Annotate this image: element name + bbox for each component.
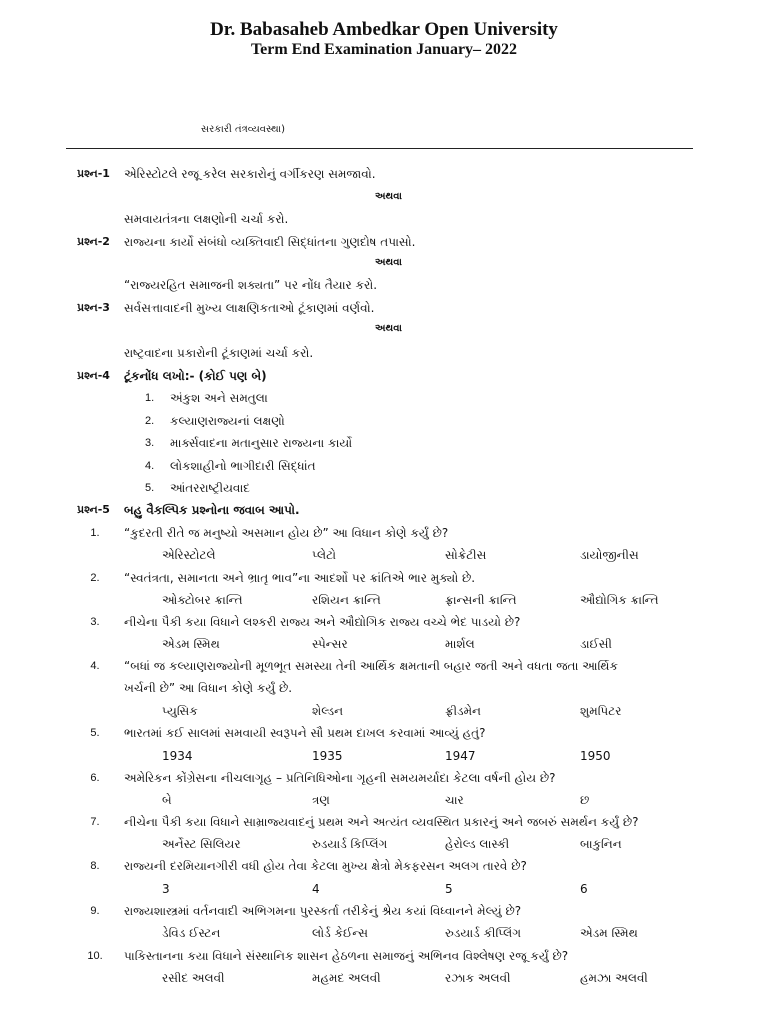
mcq-option-d: ઔદ્યોગિક ક્રાન્તિ bbox=[580, 593, 659, 607]
mcq-question: “બધાં જ કલ્યાણરાજ્યોની મૂળભૂત સમસ્યા તેની આર્થિક ક્ષમતાની બહાર જતી અને વધતા જતા આર્થિક bbox=[124, 659, 618, 673]
mcq-option-c: રુડયાર્ડ કીપ્લિંગ bbox=[445, 926, 522, 940]
mcq-option-b: શેલ્ડન bbox=[312, 704, 344, 718]
short-note-item: માર્ક્સવાદના મતાનુસાર રાજ્યના કાર્યો bbox=[170, 436, 353, 450]
mcq-option-b: સ્પેન્સર bbox=[312, 637, 348, 651]
mcq-option-b: પ્લેટો bbox=[312, 548, 337, 562]
mcq-option-d: શુમપિટર bbox=[580, 704, 622, 718]
mcq-option-a: રસીદ અલવી bbox=[162, 971, 225, 985]
mcq-option-a: 3 bbox=[162, 882, 170, 896]
mcq-option-c: સોક્રેટીસ bbox=[445, 548, 487, 562]
mcq-number: 1. bbox=[90, 527, 100, 539]
mcq-option-d: હમઝા અલવી bbox=[580, 971, 648, 985]
mcq-number: 8. bbox=[90, 860, 100, 872]
mcq-option-b: મહમદ અલવી bbox=[312, 971, 381, 985]
mcq-number: 4. bbox=[90, 660, 100, 672]
question-label-1: પ્રશ્ન-1 bbox=[77, 167, 110, 180]
mcq-option-d: એડમ સ્મિથ bbox=[580, 926, 638, 940]
mcq-option-a: અર્નેસ્ટ સિલિયર bbox=[162, 837, 241, 851]
question-text-2: રાજ્યના કાર્યો સંબંધો વ્યક્તિવાદી સિદ્ધાંતના ગુણદોષ તપાસો. bbox=[124, 235, 416, 249]
mcq-option-c: 1947 bbox=[445, 749, 476, 763]
or-label: અથવા bbox=[375, 257, 402, 268]
mcq-option-d: 6 bbox=[580, 882, 588, 896]
mcq-number: 5. bbox=[90, 727, 100, 739]
mcq-option-d: ડાઈસી bbox=[580, 637, 612, 651]
mcq-option-c: માર્શલ bbox=[445, 637, 475, 651]
mcq-number: 6. bbox=[90, 772, 100, 784]
question-text-1: એરિસ્ટોટલે રજૂ કરેલ સરકારોનું વર્ગીકરણ સમજાવો. bbox=[124, 167, 376, 181]
mcq-option-a: 1934 bbox=[162, 749, 193, 763]
mcq-number: 10. bbox=[87, 950, 103, 962]
mcq-option-b: ત્રણ bbox=[312, 793, 330, 807]
question-label-5: પ્રશ્ન-5 bbox=[77, 503, 110, 516]
short-note-item: અંકુશ અને સમતુલા bbox=[170, 391, 268, 405]
mcq-option-d: છ bbox=[580, 793, 590, 807]
question-label-2: પ્રશ્ન-2 bbox=[77, 235, 110, 248]
header-divider bbox=[66, 148, 693, 149]
subject-title: સરકારી તંત્રવ્યવસ્થા) bbox=[201, 124, 286, 135]
short-note-number: 5. bbox=[145, 482, 155, 494]
mcq-option-a: ડેવિડ ઈસ્ટન bbox=[162, 926, 221, 940]
mcq-question: રાજ્યની દરમિયાનગીરી વધી હોય તેવા કેટલા મુખ્ય ક્ષેત્રો મેકફરસન અલગ તારવે છે? bbox=[124, 859, 527, 873]
mcq-option-c: ફ્રાન્સની ક્રાન્તિ bbox=[445, 593, 517, 607]
mcq-question: અમેરિકન કોંગ્રેસના નીચલાગૃહ – પ્રતિનિધિઓના ગૃહની સમયમર્યાદા કેટલા વર્ષની હોય છે? bbox=[124, 771, 556, 785]
question-alt-1: સમવાયતંત્રના લક્ષણોની ચર્ચા કરો. bbox=[124, 212, 289, 226]
university-title: Dr. Babasaheb Ambedkar Open University bbox=[210, 19, 558, 40]
mcq-option-d: 1950 bbox=[580, 749, 611, 763]
mcq-option-b: 1935 bbox=[312, 749, 343, 763]
mcq-question: “કુદરતી રીતે જ મનુષ્યો અસમાન હોય છે” આ વિધાન કોણે કર્યું છે? bbox=[124, 526, 449, 540]
mcq-question: રાજ્યશાસ્ત્રમાં વર્તનવાદી અભિગમના પુરસ્કર્તા તરીકેનું શ્રેય કયાં વિધ્વાનને મેલ્યું છે? bbox=[124, 904, 522, 918]
short-note-number: 4. bbox=[145, 460, 155, 472]
question-text-5: બહુ વૈકલ્પિક પ્રશ્નોના જવાબ આપો. bbox=[124, 503, 300, 517]
mcq-question: “સ્વતંત્રતા, સમાનતા અને ભ્રાતૃ ભાવ”ના આદર્શો પર ક્રાંતિએ ભાર મુક્યો છે. bbox=[124, 571, 476, 585]
mcq-number: 2. bbox=[90, 572, 100, 584]
mcq-option-a: એડમ સ્મિથ bbox=[162, 637, 220, 651]
exam-title: Term End Examination January– 2022 bbox=[250, 41, 518, 58]
mcq-option-d: બાકુનિન bbox=[580, 837, 622, 851]
mcq-option-a: પ્યુસિક bbox=[162, 704, 198, 718]
question-text-3: સર્વસત્તાવાદની મુખ્ય લાક્ષણિકતાઓ ટૂંકાણમાં વર્ણવો. bbox=[124, 301, 375, 315]
or-label: અથવા bbox=[375, 191, 402, 202]
mcq-option-b: 4 bbox=[312, 882, 320, 896]
mcq-option-c: ચાર bbox=[445, 793, 464, 807]
question-alt-2: “રાજ્યરહિત સમાજની શક્યતા” પર નોંધ તૈયાર કરો. bbox=[124, 278, 378, 292]
question-text-4: ટૂંકનોંધ લખો:- (કોઈ પણ બે) bbox=[124, 369, 267, 383]
question-label-3: પ્રશ્ન-3 bbox=[77, 301, 110, 314]
mcq-option-d: ડાયોજીનીસ bbox=[580, 548, 639, 562]
mcq-question: નીચેના પૈકી કયા વિધાને સામ્રાજ્યવાદનું પ્રથમ અને અત્યંત વ્યવસ્થિત પ્રકારનું અને જબરું સમર્થન કર્યું છે? bbox=[124, 815, 639, 829]
mcq-question: ભારતમાં કઈ સાલમાં સમવાયી સ્વરૂપને સૌ પ્રથમ દાખલ કરવામાં આવ્યું હતું? bbox=[124, 726, 486, 740]
mcq-option-b: લોર્ડ કેઈન્સ bbox=[312, 926, 368, 940]
mcq-option-c: 5 bbox=[445, 882, 453, 896]
short-note-item: લોકશાહીનો ભાગીદારી સિદ્ધાંત bbox=[170, 459, 316, 473]
mcq-option-b: રુડયાર્ડ કિપ્લિંગ bbox=[312, 837, 388, 851]
mcq-number: 3. bbox=[90, 616, 100, 628]
mcq-option-b: રશિયન ક્રાન્તિ bbox=[312, 593, 381, 607]
short-note-item: આંતરરાષ્ટ્રીયવાદ bbox=[170, 481, 251, 495]
mcq-option-c: હેરોલ્ડ લાસ્કી bbox=[445, 837, 510, 851]
mcq-number: 9. bbox=[90, 905, 100, 917]
mcq-option-c: રઝાક અલવી bbox=[445, 971, 511, 985]
mcq-option-a: ઓક્ટોબર ક્રાન્તિ bbox=[162, 593, 243, 607]
question-label-4: પ્રશ્ન-4 bbox=[77, 369, 110, 382]
mcq-question: પાકિસ્તાનના કયા વિધાને સંસ્થાનિક શાસન હેઠળના સમાજનું અભિનવ વિશ્લેષણ રજૂ કર્યું છે? bbox=[124, 949, 569, 963]
mcq-question: નીચેના પૈકી કયા વિધાને લશ્કરી રાજ્ય અને ઔદ્યોગિક રાજ્ય વચ્ચે ભેદ પાડયો છે? bbox=[124, 615, 521, 629]
short-note-number: 1. bbox=[145, 392, 155, 404]
short-note-item: કલ્યાણરાજ્યનાં લક્ષણો bbox=[170, 414, 285, 428]
or-label: અથવા bbox=[375, 323, 402, 334]
question-alt-3: રાષ્ટ્રવાદના પ્રકારોની ટૂંકાણમાં ચર્ચા કરો. bbox=[124, 346, 314, 360]
short-note-number: 2. bbox=[145, 415, 155, 427]
short-note-number: 3. bbox=[145, 437, 155, 449]
mcq-option-a: બે bbox=[162, 793, 172, 807]
mcq-option-a: એરિસ્ટોટલે bbox=[162, 548, 216, 562]
mcq-question-continued: ખર્ચની છે” આ વિધાન કોણે કર્યું છે. bbox=[124, 681, 293, 695]
mcq-option-c: ફ્રીડમેન bbox=[445, 704, 482, 718]
mcq-number: 7. bbox=[90, 816, 100, 828]
